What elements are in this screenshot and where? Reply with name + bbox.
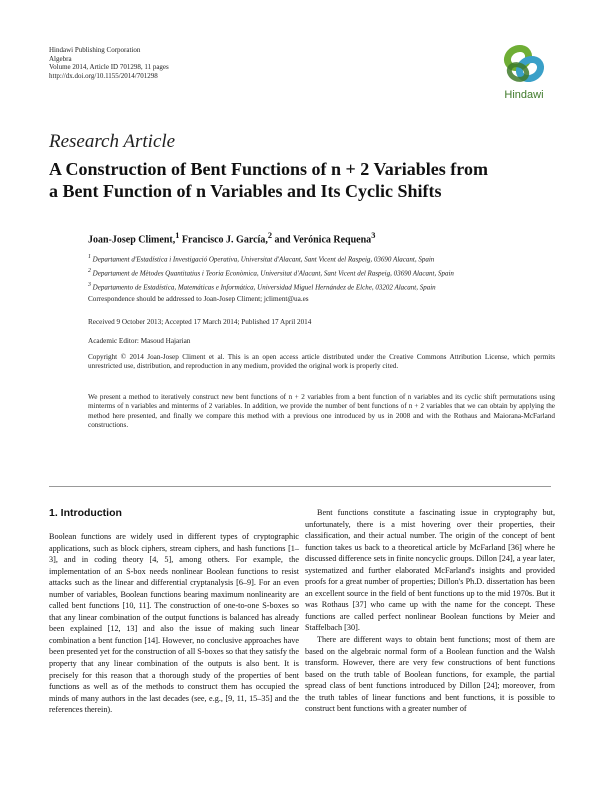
affiliation-item: $^3$ Departamento de Estadística, Matemáticas e Informática, Universidad Miguel Hernández de Elche, 03202 Alacant, Spain <box>88 282 436 292</box>
academic-editor: Academic Editor: Masoud Hajarian <box>88 337 191 345</box>
publisher-name: Hindawi Publishing Corporation <box>49 46 141 54</box>
page-title <box>49 158 559 202</box>
author-2-sup: 2 <box>267 231 272 240</box>
article-type: Research Article <box>49 131 176 152</box>
paragraph: Boolean functions are widely used in different types of cryptographic applications, such as block ciphers, stream ciphers, and hash functions [1–3], and in coding theory [4, 5], among others. For example, the implementation of an S-box needs nonlinear Boolean functions to resist attacks such as the linear and differential cryptanalysis [6–9]. For an even number of variables, Boolean functions bearing maximum nonlinearity are called bent functions [10, 11]. The construction of one-to-one S-boxes so that any linear combination of the output functions is balanced has already been explained [12, 13] and also the issue of making such linear combination a bent function [14]. However, no conclusive approaches have been presented yet for the construction of all S-boxes so that they satisfy the property that any linear combination of the outputs is also bent. It is precisely for this reason that a thorough study of the properties of bent functions as well as of the methods to construct them has occupied the minds of many authors in the last decades (see, e.g., [9, 11, 15–35] and the references therein). <box>49 532 299 715</box>
paragraph: Bent functions constitute a fascinating issue in cryptography but, unfortunately, there is a mist hovering over their properties, their classification, and their actual number. The origin of the concept of bent function takes us back to a theoretical article by McFarland [36] where he discussed difference sets in finite noncyclic groups. Dillon [24], a year later, systematized and further elaborated McFarland's insights and provided proofs for a great number of properties; Dillon's Ph.D. dissertation has been an excellent source in the field of bent functions up to the mid 1970s. But it was Rothaus [37] who came up with the name for the concept. These functions are called perfect nonlinear Boolean functions by Meier and Staffelbach [30]. <box>305 508 555 633</box>
affiliation-item: $^1$ Departament d'Estadística i Investigació Operativa, Universitat d'Alacant, Sant Vicent del Raspeig, 03690 Alacant, Spain <box>88 254 435 264</box>
section-divider <box>49 486 551 487</box>
journal-header <box>49 46 169 80</box>
publication-dates: Received 9 October 2013; Accepted 17 March 2014; Published 17 April 2014 <box>88 318 312 326</box>
copyright-notice: Copyright © 2014 Joan-Josep Climent et al. This is an open access article distributed under the Creative Commons Attribution License, which permits unrestricted use, distribution, and reproduction in any medium, provided the original work is properly cited. <box>88 353 555 371</box>
author-1-sup: 1 <box>175 231 180 240</box>
affiliations <box>88 252 454 294</box>
author-2: Francisco J. García, <box>181 234 268 246</box>
section-heading: 1. Introduction <box>49 507 122 519</box>
paragraph: There are different ways to obtain bent functions; most of them are based on the algebraic normal form of a Boolean function and the Walsh transform. However, there are very few constructions of bent functions based on the truth table of Boolean functions, for example, the partial spread class of bent functions introduced by Dillon [24]; moreover, from the truth tables of linear functions and bent functions, it is possible to construct bent functions with a greater number of <box>305 635 555 714</box>
author-3-sup: 3 <box>371 231 376 240</box>
correspondence: Correspondence should be addressed to Joan-Josep Climent; jcliment@ua.es <box>88 295 309 303</box>
right-column <box>305 507 555 715</box>
title-line-2: a Bent Function of n Variables and Its Cyclic Shifts <box>49 181 442 201</box>
title-line-1: A Construction of Bent Functions of n + 2 Variables from <box>49 159 488 179</box>
abstract: We present a method to iteratively construct new bent functions of n + 2 variables from a bent function of n variables and its cyclic shift permutations using minterms of n variables and minterms of 2 variables. In addition, we provide the number of bent functions of n + 2 variables that we can obtain by applying the method here presented, and finally we compare this method with a previous one introduced by us in 2008 and with the Rothaus and Maiorana-McFarland constructions. <box>88 393 555 430</box>
author-1: Joan-Josep Climent, <box>88 234 176 246</box>
hindawi-logo-icon <box>501 42 547 88</box>
author-3: and Verónica Requena <box>274 234 372 246</box>
volume-line: Volume 2014, Article ID 701298, 11 pages <box>49 63 169 72</box>
hindawi-logo <box>494 42 554 104</box>
author-list <box>88 231 375 245</box>
journal-name: Algebra <box>49 54 72 63</box>
affiliation-item: $^2$ Departament de Mètodes Quantitatius i Teoria Econòmica, Universitat d'Alacant, Sant Vicent del Raspeig, 03690 Alacant, Spain <box>88 268 454 278</box>
left-column <box>49 507 299 716</box>
doi-link[interactable]: http://dx.doi.org/10.1155/2014/701298 <box>49 71 158 80</box>
logo-wordmark: Hindawi <box>504 89 544 101</box>
